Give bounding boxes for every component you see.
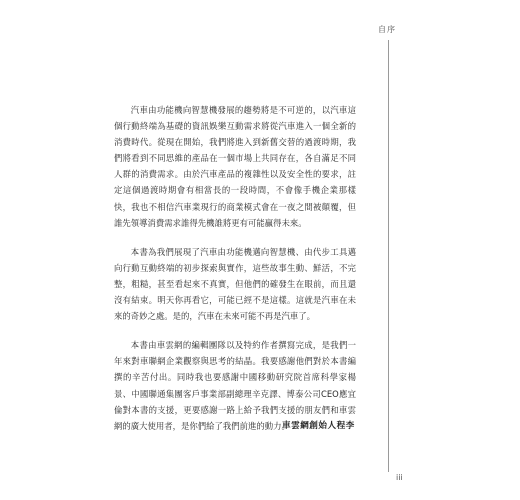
page-number: iii xyxy=(396,473,403,482)
paragraph: 本書由車雲網的編輯團隊以及特約作者撰寫完成，是我們一年來對車聯網企業觀察與思考的結晶。我要感謝他們對於本書編撰的辛苦付出。同時我也要感謝中國移動研究院首席科學家楊景、中國聯通集團客戶事業部副總理辛克譯、博泰公司CEO應宜倫對本書的支援，更要感謝一路上給予我們支援的朋友們和車雲網的廣大使用者，是你們給了我們前進的動力。 xyxy=(114,340,356,431)
paragraph: 本書為我們展現了汽車由功能機邁向智慧機、由代步工具邁向行動互動終端的初步探索與實作，這些故事生動、鮮活，不完整，粗糙，甚至看起來不真實，但他們的確發生在眼前，而且還沒有結束。明天你再看它，可能已經不是這樣。這就是汽車在未來的奇妙之處。是的，汽車在未來可能不再是汽車了。 xyxy=(114,246,356,322)
vertical-rule xyxy=(388,40,389,472)
author-signature: 車雲網創始人程李 xyxy=(282,421,355,431)
section-label: 自序 xyxy=(378,25,396,34)
paragraph: 汽車由功能機向智慧機發展的趨勢將是不可逆的，以汽車這個行動終端為基礎的資訊娛樂互動需求將從汽車進入一個全新的消費時代。從現在開始，我們將進入到新舊交替的過渡時期，我們將看到不同思維的產品在一個市場上共同存在，各自滿足不同人群的消費需求。由於汽車產品的複雜性以及安全性的要求，註定這個過渡時期會有相當長的一段時間，不會像手機企業那樣快，我也不相信汽車業現行的商業模式會在一夜之間被顛覆，但誰先領導消費需求誰得先機誰將更有可能贏得未來。 xyxy=(114,105,356,228)
preface-body xyxy=(114,102,356,447)
